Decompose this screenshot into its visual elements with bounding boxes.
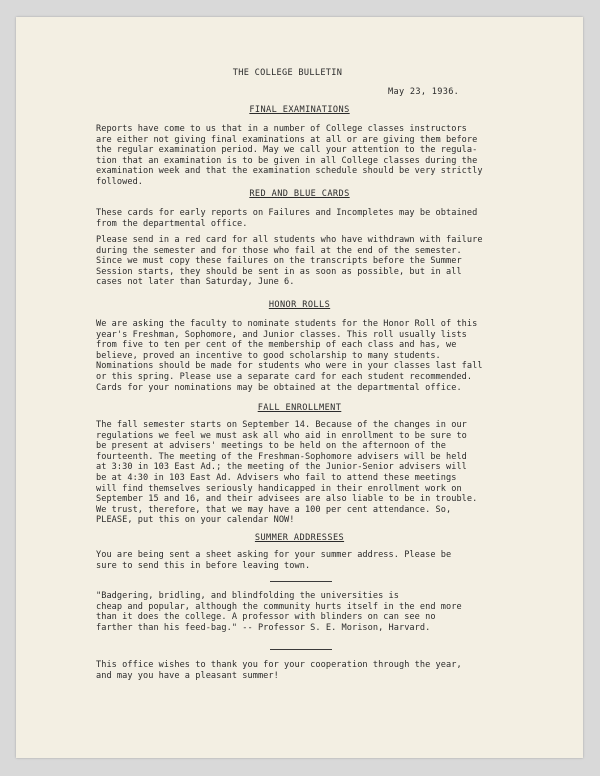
bulletin-document: [16, 17, 583, 758]
fall-enrollment-text: The fall semester starts on September 14. Because of the changes in our regulations we feel we must ask all who aid in enrollment to be sure to be present at advisers' meetings to be held on the afternoon of the fourteenth. The meeting of the Freshman-Sophomore advisers will be held at 3:30 in 103 East Ad.; the meeting of the Junior-Senior advisers will be at 4:30 in 103 East Ad. Advisers who fail to attend these meetings will find themselves seriously handicapped in their enrollment work on September 15 and 16, and their advisees are also liable to be in trouble. We trust, therefore, that we may have a 100 per cent attendance. So, PLEASE, put this on your calendar NOW!: [96, 420, 478, 526]
separator-line: [270, 581, 332, 582]
red-blue-cards-text-2: Please send in a red card for all students who have withdrawn with failure during the semester and for those who fail at the end of the semester. Since we must copy these failures on the transcripts before the Summer Session starts, they should be sent in as soon as possible, but in all cases not later than Saturday, June 6.: [96, 235, 483, 288]
heading-summer-addresses: SUMMER ADDRESSES: [254, 533, 345, 543]
morison-quote: "Badgering, bridling, and blindfolding the universities is cheap and popular, although the community hurts itself in the end more than it does the college. A professor with blinders on can see no farther than his feed-bag." -- Professor S. E. Morison, Harvard.: [96, 591, 462, 633]
summer-addresses-text: You are being sent a sheet asking for your summer address. Please be sure to send this in before leaving town.: [96, 550, 452, 571]
bulletin-title: THE COLLEGE BULLETIN: [232, 68, 343, 78]
honor-rolls-text: We are asking the faculty to nominate students for the Honor Roll of this year's Freshman, Sophomore, and Junior classes. This roll usually lists from five to ten per cent of the membership of each class and has, we believe, proved an incentive to good scholarship to many students. Nominations should be made for students who were in your classes last fall or this spring. Please use a separate card for each student recommended. Cards for your nominations may be obtained at the departmental office.: [96, 319, 483, 393]
heading-final-examinations: FINAL EXAMINATIONS: [249, 105, 350, 115]
final-examinations-text: Reports have come to us that in a number of College classes instructors are either not giving final examinations at all or are giving them before the regular examination period. May we call your attention to the regula- tion that an examination is to be given in all College classes during the examination week and that the examination schedule should be very strictly followed.: [96, 124, 483, 187]
bulletin-date: May 23, 1936.: [388, 87, 460, 97]
heading-red-and-blue-cards: RED AND BLUE CARDS: [249, 189, 350, 199]
red-blue-cards-text-1: These cards for early reports on Failures and Incompletes may be obtained from the departmental office.: [96, 208, 478, 229]
bulletin-page: [16, 17, 583, 758]
heading-honor-rolls: HONOR ROLLS: [268, 300, 331, 310]
separator-line: [270, 649, 332, 650]
heading-fall-enrollment: FALL ENROLLMENT: [257, 403, 342, 413]
closing-message: This office wishes to thank you for your cooperation through the year, and may you have a pleasant summer!: [96, 660, 462, 681]
